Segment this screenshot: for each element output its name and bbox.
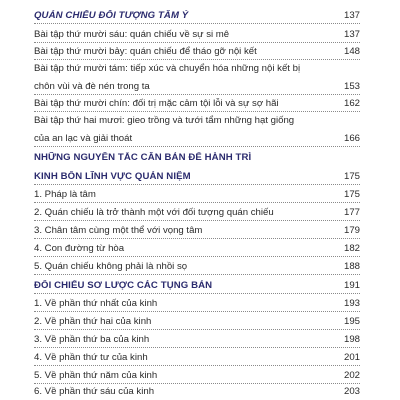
toc-divider [34,146,360,147]
toc-entry-page: 193 [343,298,360,309]
toc-entry-title: KINH BỐN LĨNH VỰC QUÁN NIỆM [34,171,191,182]
toc-entry [34,29,360,40]
toc-entry-title: NHỮNG NGUYÊN TẮC CĂN BẢN ĐỂ HÀNH TRÌ [34,152,252,163]
toc-entry [34,298,360,309]
toc-entry-page: 203 [343,386,360,397]
toc-entry-page: 202 [343,370,360,381]
toc-entry [34,63,360,74]
toc-divider [34,184,360,185]
toc-divider [34,42,360,43]
toc-entry-title: 5. Về phần thứ năm của kinh [34,370,158,381]
toc-entry-page: 177 [343,207,360,218]
toc-divider [34,293,360,294]
toc-entry-page: 179 [343,225,360,236]
toc-divider [34,383,360,384]
toc-entry-title: 3. Về phần thứ ba của kinh [34,334,150,345]
toc-entry-continuation [34,81,360,92]
toc-entry [34,115,360,126]
toc-entry-page: 148 [343,46,360,57]
toc-entry [34,207,360,218]
toc-entry-title: 6. Về phần thứ sáu của kinh [34,386,155,397]
toc-entry [34,243,360,254]
toc-entry-section-heading [34,280,360,291]
toc-entry-title: Bài tập thứ mười sáu: quán chiếu về sự si mê [34,29,230,40]
toc-entry [34,46,360,57]
toc-entry [34,370,360,381]
toc-divider [34,94,360,95]
toc-entry-page: 166 [343,133,360,144]
toc-entry-title: Bài tập thứ mười tám: tiếp xúc và chuyển hóa những nội kết bị [34,63,301,74]
toc-divider [34,365,360,366]
toc-entry-page: 195 [343,316,360,327]
toc-divider [34,23,360,24]
toc-entry-page: 137 [343,10,360,21]
toc-entry-continuation [34,133,360,144]
toc-entry-page: 182 [343,243,360,254]
toc-entry-page: 137 [343,29,360,40]
toc-entry [34,316,360,327]
toc-entry-title: 1. Pháp là tâm [34,189,96,200]
toc-entry-title: Bài tập thứ mười bảy: quán chiếu để tháo gỡ nội kết [34,46,257,57]
toc-entry [34,225,360,236]
toc-divider [34,347,360,348]
toc-entry-page: 191 [343,280,360,291]
toc-entry-page: 162 [343,98,360,109]
toc-entry-title: 5. Quán chiếu không phải là nhồi sọ [34,261,188,272]
toc-entry-page: 188 [343,261,360,272]
toc-divider [34,202,360,203]
toc-entry-title: QUÁN CHIẾU ĐỐI TƯỢNG TÂM Ý [34,10,189,21]
toc-divider [34,238,360,239]
toc-divider [34,111,360,112]
toc-entry [34,189,360,200]
toc-entry-page: 175 [343,171,360,182]
toc-entry-title: của an lạc và giải thoát [34,133,133,144]
toc-divider [34,274,360,275]
toc-entry-title: 2. Về phần thứ hai của kinh [34,316,152,327]
toc-divider [34,220,360,221]
toc-entry-title: Bài tập thứ hai mươi: gieo trồng và tưới tẩm những hạt giống [34,115,295,126]
toc-entry-section-heading [34,171,360,182]
toc-divider [34,59,360,60]
toc-entry [34,386,360,397]
toc-entry-title: 4. Về phần thứ tư của kinh [34,352,148,363]
toc-entry [34,334,360,345]
toc-entry-title: 3. Chân tâm cùng một thể với vọng tâm [34,225,203,236]
toc-divider [34,311,360,312]
toc-entry [34,352,360,363]
toc-entry-section-heading [34,152,360,163]
toc-divider [34,329,360,330]
toc-entry [34,98,360,109]
toc-entry-title: Bài tập thứ mười chín: đối trị mặc cảm tội lỗi và sự sợ hãi [34,98,279,109]
toc-divider [34,256,360,257]
toc-entry-title: 2. Quán chiếu là trở thành một với đối tượng quán chiếu [34,207,274,218]
toc-entry-title: chôn vùi và đè nén trong ta [34,81,150,92]
toc-entry [34,261,360,272]
toc-entry-title: ĐỐI CHIẾU SƠ LƯỢC CÁC TỤNG BẢN [34,280,213,291]
toc-entry-section-heading [34,10,360,21]
toc-entry-page: 175 [343,189,360,200]
toc-entry-title: 4. Con đường từ hòa [34,243,125,254]
toc-entry-title: 1. Về phần thứ nhất của kinh [34,298,158,309]
toc-entry-page: 201 [343,352,360,363]
toc-entry-page: 198 [343,334,360,345]
toc-entry-page: 153 [343,81,360,92]
